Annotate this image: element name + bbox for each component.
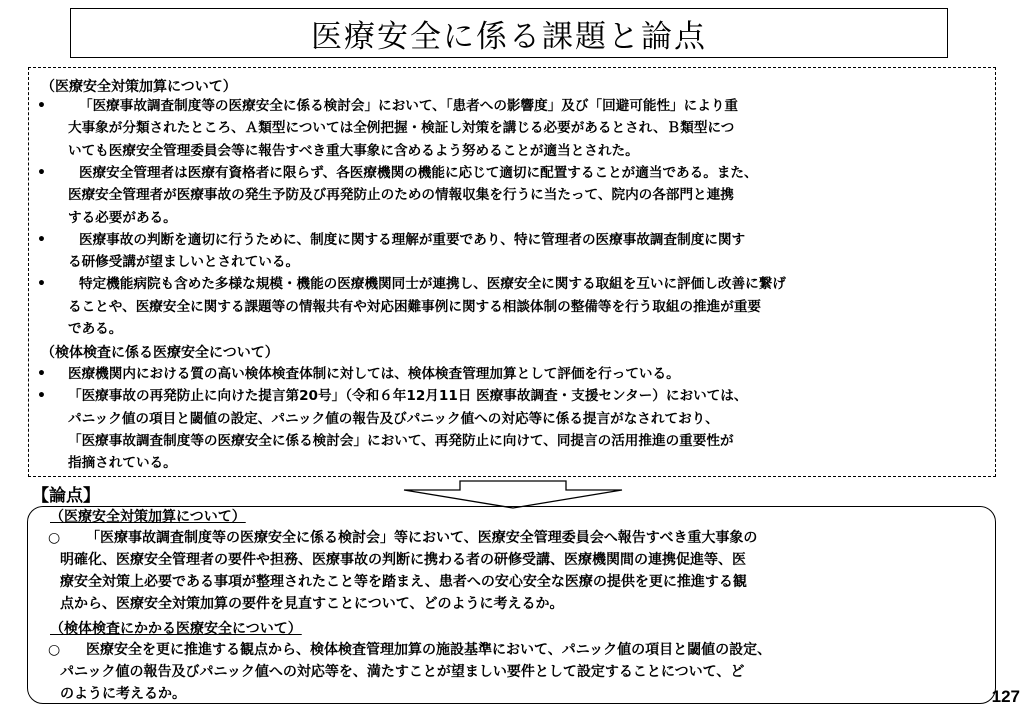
page-number: 127 [991,687,1020,706]
bullet-text-line: 「医療事故調査制度等の医療安全に係る検討会」等において、医療安全管理委員会へ報告すべき重大事象の [86,530,758,546]
issues-box [28,67,996,477]
bullet-text-line: 明確化、医療安全管理者の要件や担務、医療事故の判断に携わる者の研修受講、医療機関間の連携促進等、医 [60,552,746,568]
bullet-marker: • [37,388,46,405]
bullet-marker: • [37,98,46,114]
points-label: 【論点】 [32,486,100,506]
bullet-text-line: パニック値の項目と閾値の設定、パニック値の報告及びパニック値への対応等に係る提言がなされており、 [68,410,719,427]
bullet-text-line: 医療安全を更に推進する観点から、検体検査管理加算の施設基準において、パニック値の項目と閾値の設定、 [86,642,772,658]
points-section-heading-safety: （医療安全対策加算について） [50,509,246,525]
bullet-text-line: 「医療事故調査制度等の医療安全に係る検討会」において、「患者への影響度」及び「回避可能性」により重 [79,98,739,114]
points-section-heading-specimen: （検体検査にかかる医療安全について） [50,621,302,637]
bullet-text-line: 指摘されている。 [68,455,177,472]
issues-section-heading-specimen: （検体検査に係る医療安全について） [41,345,279,361]
bullet-text-line: 医療機関内における質の高い検体検査体制に対しては、検体検査管理加算として評価を行っている。 [68,366,680,382]
points-box [27,506,996,704]
bullet-text-line: 特定機能病院も含めた多様な規模・機能の医療機関同士が連携し、医療安全に関する取組を互いに評価し改善に繋げ [79,276,786,293]
bullet-text-line: 点から、医療安全対策加算の要件を見直すことについて、どのように考えるか。 [60,596,564,612]
bullet-text-line: 療安全対策上必要である事項が整理されたこと等を踏まえ、患者への安心安全な医療の提供を更に推進する観 [60,574,747,590]
bullet-marker: • [37,276,46,293]
bullet-marker: • [37,231,46,248]
bullet-text-line: ることや、医療安全に関する課題等の情報共有や対応困難事例に関する相談体制の整備等を行う取組の推進が重要 [68,298,762,315]
bullet-text-line: 医療安全管理者が医療事故の発生予防及び再発防止のための情報収集を行うに当たって、院内の各部門と連携 [68,187,734,204]
bullet-marker: ○ [48,530,61,546]
bullet-marker: • [37,164,46,181]
bullet-text-line: である。 [68,321,123,337]
bullet-text-line: 大事象が分類されたところ、Ａ類型については全例把握・検証し対策を講じる必要があるとされ、Ｂ類型につ [68,120,735,137]
bullet-text-line: る研修受講が望ましいとされている。 [68,254,300,271]
bullet-text-line: パニック値の報告及びパニック値への対応等を、満たすことが望ましい要件として設定することについて、ど [60,664,745,680]
bullet-text-line: する必要がある。 [68,209,177,226]
title-box [70,8,948,58]
page-title: 医療安全に係る課題と論点 [311,18,707,55]
bullet-text-line: 「医療事故調査制度等の医療安全に係る検討会」において、再発防止に向けて、同提言の活用推進の重要性が [68,432,734,449]
bullet-text-line: 医療事故の判断を適切に行うために、制度に関する理解が重要であり、特に管理者の医療事故調査制度に関す [79,231,746,248]
bullet-marker: • [37,366,46,382]
bullet-marker: ○ [48,642,61,658]
bullet-text-line: いても医療安全管理委員会等に報告すべき重大事象に含めるよう努めることが適当とされた。 [68,142,639,159]
bullet-text-line: 「医療事故の再発防止に向けた提言第20号」（令和６年12月11日 医療事故調査・支援センター）においては、 [68,388,748,405]
issues-section-heading-safety: （医療安全対策加算について） [41,79,237,95]
bullet-text-line: のように考えるか。 [60,686,186,702]
bullet-text-line: 医療安全管理者は医療有資格者に限らず、各医療機関の機能に応じて適切に配置することが適当である。また、 [79,164,758,181]
